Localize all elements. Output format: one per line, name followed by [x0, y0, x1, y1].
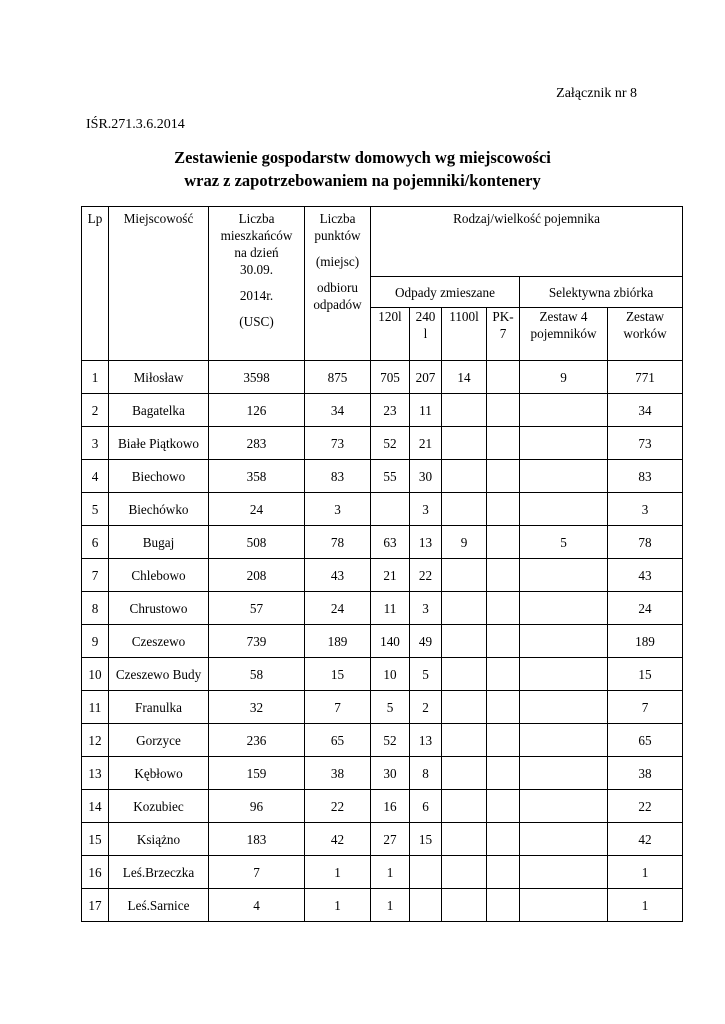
cell-120l: 55	[371, 460, 410, 493]
header-zestaw4-line: pojemników	[530, 326, 597, 341]
cell-120l: 705	[371, 361, 410, 394]
header-240l-line: l	[423, 326, 428, 341]
cell-miejscowosc: Chrustowo	[109, 592, 209, 625]
cell-miejscowosc: Czeszewo	[109, 625, 209, 658]
cell-punkty: 65	[305, 724, 371, 757]
cell-lp: 17	[82, 889, 109, 922]
table-body	[82, 361, 683, 922]
header-spacer	[209, 278, 304, 287]
cell-mieszkancy: 236	[209, 724, 305, 757]
table-row	[82, 592, 683, 625]
cell-zestaw-workow: 1	[608, 856, 683, 889]
cell-120l: 1	[371, 889, 410, 922]
cell-punkty: 3	[305, 493, 371, 526]
cell-zestaw-workow: 42	[608, 823, 683, 856]
cell-miejscowosc: Białe Piątkowo	[109, 427, 209, 460]
cell-zestaw4	[520, 394, 608, 427]
cell-120l: 1	[371, 856, 410, 889]
cell-punkty: 38	[305, 757, 371, 790]
cell-1100l: 9	[442, 526, 487, 559]
header-mieszk-line: mieszkańców	[220, 228, 293, 243]
cell-120l: 11	[371, 592, 410, 625]
cell-miejscowosc: Kozubiec	[109, 790, 209, 823]
cell-120l: 5	[371, 691, 410, 724]
cell-120l: 52	[371, 427, 410, 460]
cell-lp: 16	[82, 856, 109, 889]
cell-lp: 12	[82, 724, 109, 757]
cell-punkty: 189	[305, 625, 371, 658]
cell-mieszkancy: 4	[209, 889, 305, 922]
cell-zestaw4	[520, 823, 608, 856]
cell-1100l	[442, 394, 487, 427]
cell-zestaw-workow: 1	[608, 889, 683, 922]
header-240l	[410, 308, 442, 361]
cell-zestaw4	[520, 625, 608, 658]
table-row	[82, 757, 683, 790]
cell-zestaw4	[520, 889, 608, 922]
header-zestaw4	[520, 308, 608, 361]
table-row	[82, 889, 683, 922]
cell-zestaw-workow: 3	[608, 493, 683, 526]
header-punkty-line: odpadów	[313, 297, 362, 312]
cell-miejscowosc: Biechówko	[109, 493, 209, 526]
cell-240l: 11	[410, 394, 442, 427]
cell-miejscowosc: Bugaj	[109, 526, 209, 559]
cell-1100l	[442, 889, 487, 922]
cell-240l: 5	[410, 658, 442, 691]
cell-240l: 3	[410, 493, 442, 526]
cell-punkty: 15	[305, 658, 371, 691]
cell-120l: 52	[371, 724, 410, 757]
cell-miejscowosc: Franulka	[109, 691, 209, 724]
header-punkty-line: punktów	[314, 228, 361, 243]
cell-pk7	[487, 889, 520, 922]
cell-punkty: 1	[305, 856, 371, 889]
header-punkty-line: Liczba	[319, 211, 356, 226]
cell-mieszkancy: 739	[209, 625, 305, 658]
cell-punkty: 34	[305, 394, 371, 427]
header-mieszk-line: 2014r.	[239, 288, 274, 303]
cell-zestaw4	[520, 724, 608, 757]
header-liczba-punktow	[305, 207, 371, 361]
header-spacer	[209, 304, 304, 313]
cell-lp: 1	[82, 361, 109, 394]
cell-pk7	[487, 559, 520, 592]
cell-120l: 21	[371, 559, 410, 592]
cell-punkty: 22	[305, 790, 371, 823]
cell-1100l	[442, 427, 487, 460]
cell-pk7	[487, 592, 520, 625]
cell-1100l	[442, 460, 487, 493]
cell-punkty: 73	[305, 427, 371, 460]
cell-lp: 14	[82, 790, 109, 823]
cell-120l: 16	[371, 790, 410, 823]
cell-pk7	[487, 691, 520, 724]
cell-miejscowosc: Książno	[109, 823, 209, 856]
table-row	[82, 361, 683, 394]
cell-lp: 8	[82, 592, 109, 625]
cell-lp: 10	[82, 658, 109, 691]
table-row	[82, 790, 683, 823]
cell-1100l	[442, 724, 487, 757]
cell-120l: 63	[371, 526, 410, 559]
cell-zestaw-workow: 771	[608, 361, 683, 394]
header-punkty-line: (miejsc)	[315, 254, 360, 269]
cell-zestaw4	[520, 592, 608, 625]
cell-zestaw-workow: 15	[608, 658, 683, 691]
cell-miejscowosc: Chlebowo	[109, 559, 209, 592]
header-mieszk-line: Liczba	[238, 211, 275, 226]
cell-240l: 49	[410, 625, 442, 658]
cell-240l: 21	[410, 427, 442, 460]
table-row	[82, 493, 683, 526]
cell-mieszkancy: 283	[209, 427, 305, 460]
cell-zestaw4	[520, 691, 608, 724]
cell-zestaw-workow: 22	[608, 790, 683, 823]
cell-zestaw-workow: 83	[608, 460, 683, 493]
cell-1100l	[442, 757, 487, 790]
cell-mieszkancy: 96	[209, 790, 305, 823]
cell-mieszkancy: 183	[209, 823, 305, 856]
cell-120l: 30	[371, 757, 410, 790]
table-row	[82, 856, 683, 889]
header-worki-line: Zestaw	[625, 309, 665, 324]
table-row	[82, 658, 683, 691]
document-title-line1: Zestawienie gospodarstw domowych wg miejscowości	[174, 148, 551, 167]
header-punkty-line: odbioru	[316, 280, 359, 295]
header-mieszk-line: 30.09.	[240, 262, 273, 277]
cell-pk7	[487, 394, 520, 427]
cell-zestaw4	[520, 427, 608, 460]
header-selektywna-zbiorka: Selektywna zbiórka	[520, 277, 683, 308]
cell-240l: 22	[410, 559, 442, 592]
table-row	[82, 460, 683, 493]
cell-punkty: 78	[305, 526, 371, 559]
cell-miejscowosc: Bagatelka	[109, 394, 209, 427]
cell-1100l	[442, 856, 487, 889]
header-miejscowosc: Miejscowość	[109, 207, 209, 361]
table-row	[82, 823, 683, 856]
cell-240l	[410, 889, 442, 922]
cell-punkty: 43	[305, 559, 371, 592]
cell-240l: 2	[410, 691, 442, 724]
cell-lp: 4	[82, 460, 109, 493]
cell-lp: 2	[82, 394, 109, 427]
cell-240l: 13	[410, 724, 442, 757]
cell-punkty: 1	[305, 889, 371, 922]
header-mieszk-line: (USC)	[239, 314, 274, 329]
header-240l-line: 240	[415, 309, 436, 324]
header-liczba-mieszkancow	[209, 207, 305, 361]
cell-zestaw-workow: 34	[608, 394, 683, 427]
cell-lp: 15	[82, 823, 109, 856]
table-row	[82, 394, 683, 427]
cell-mieszkancy: 58	[209, 658, 305, 691]
cell-240l: 3	[410, 592, 442, 625]
cell-lp: 6	[82, 526, 109, 559]
cell-1100l	[442, 790, 487, 823]
cell-mieszkancy: 7	[209, 856, 305, 889]
cell-lp: 5	[82, 493, 109, 526]
cell-pk7	[487, 361, 520, 394]
cell-pk7	[487, 757, 520, 790]
cell-mieszkancy: 126	[209, 394, 305, 427]
cell-240l: 13	[410, 526, 442, 559]
header-rodzaj-pojemnika: Rodzaj/wielkość pojemnika	[371, 207, 683, 277]
cell-lp: 3	[82, 427, 109, 460]
cell-zestaw-workow: 7	[608, 691, 683, 724]
cell-zestaw-workow: 78	[608, 526, 683, 559]
cell-zestaw-workow: 73	[608, 427, 683, 460]
cell-pk7	[487, 493, 520, 526]
cell-pk7	[487, 460, 520, 493]
cell-zestaw4	[520, 559, 608, 592]
document-title-line2: wraz z zapotrzebowaniem na pojemniki/kontenery	[184, 171, 541, 190]
cell-zestaw4	[520, 460, 608, 493]
cell-zestaw4	[520, 856, 608, 889]
cell-mieszkancy: 508	[209, 526, 305, 559]
header-spacer	[305, 244, 370, 253]
cell-punkty: 7	[305, 691, 371, 724]
header-mieszk-line: na dzień	[234, 245, 279, 260]
cell-1100l	[442, 823, 487, 856]
cell-240l: 207	[410, 361, 442, 394]
cell-pk7	[487, 427, 520, 460]
cell-miejscowosc: Miłosław	[109, 361, 209, 394]
header-odpady-zmieszane: Odpady zmieszane	[371, 277, 520, 308]
cell-punkty: 42	[305, 823, 371, 856]
cell-120l	[371, 493, 410, 526]
header-spacer	[305, 270, 370, 279]
cell-120l: 140	[371, 625, 410, 658]
cell-zestaw4: 9	[520, 361, 608, 394]
cell-240l	[410, 856, 442, 889]
cell-miejscowosc: Biechowo	[109, 460, 209, 493]
cell-1100l	[442, 691, 487, 724]
cell-1100l	[442, 658, 487, 691]
cell-miejscowosc: Leś.Sarnice	[109, 889, 209, 922]
annex-label: Załącznik nr 8	[556, 86, 637, 101]
cell-lp: 9	[82, 625, 109, 658]
cell-mieszkancy: 32	[209, 691, 305, 724]
header-120l: 120l	[371, 308, 410, 361]
cell-pk7	[487, 790, 520, 823]
cell-mieszkancy: 159	[209, 757, 305, 790]
cell-pk7	[487, 823, 520, 856]
header-zestaw-workow	[608, 308, 683, 361]
cell-mieszkancy: 208	[209, 559, 305, 592]
table-row	[82, 526, 683, 559]
cell-pk7	[487, 658, 520, 691]
cell-240l: 8	[410, 757, 442, 790]
cell-240l: 15	[410, 823, 442, 856]
cell-1100l	[442, 625, 487, 658]
table-row	[82, 559, 683, 592]
header-pk7-line: PK-	[492, 309, 514, 324]
cell-pk7	[487, 856, 520, 889]
cell-zestaw-workow: 24	[608, 592, 683, 625]
cell-zestaw-workow: 65	[608, 724, 683, 757]
households-table	[81, 206, 683, 922]
cell-miejscowosc: Kębłowo	[109, 757, 209, 790]
cell-240l: 6	[410, 790, 442, 823]
cell-pk7	[487, 724, 520, 757]
cell-zestaw4: 5	[520, 526, 608, 559]
header-pk7-line: 7	[499, 326, 507, 341]
cell-zestaw-workow: 189	[608, 625, 683, 658]
cell-zestaw-workow: 43	[608, 559, 683, 592]
cell-punkty: 875	[305, 361, 371, 394]
cell-miejscowosc: Leś.Brzeczka	[109, 856, 209, 889]
table-row	[82, 724, 683, 757]
cell-pk7	[487, 526, 520, 559]
cell-zestaw-workow: 38	[608, 757, 683, 790]
cell-1100l	[442, 559, 487, 592]
header-zestaw4-line: Zestaw 4	[539, 309, 588, 324]
cell-miejscowosc: Czeszewo Budy	[109, 658, 209, 691]
cell-miejscowosc: Gorzyce	[109, 724, 209, 757]
cell-zestaw4	[520, 658, 608, 691]
cell-mieszkancy: 57	[209, 592, 305, 625]
cell-120l: 10	[371, 658, 410, 691]
cell-240l: 30	[410, 460, 442, 493]
table-row	[82, 691, 683, 724]
cell-zestaw4	[520, 493, 608, 526]
header-pk7	[487, 308, 520, 361]
cell-mieszkancy: 24	[209, 493, 305, 526]
cell-1100l: 14	[442, 361, 487, 394]
table-row	[82, 427, 683, 460]
cell-lp: 13	[82, 757, 109, 790]
cell-1100l	[442, 592, 487, 625]
cell-zestaw4	[520, 790, 608, 823]
header-worki-line: worków	[623, 326, 667, 341]
cell-mieszkancy: 3598	[209, 361, 305, 394]
cell-120l: 23	[371, 394, 410, 427]
cell-pk7	[487, 625, 520, 658]
cell-mieszkancy: 358	[209, 460, 305, 493]
cell-punkty: 24	[305, 592, 371, 625]
table-row	[82, 625, 683, 658]
document-reference: IŚR.271.3.6.2014	[86, 117, 185, 132]
cell-lp: 7	[82, 559, 109, 592]
cell-120l: 27	[371, 823, 410, 856]
header-1100l: 1100l	[442, 308, 487, 361]
cell-zestaw4	[520, 757, 608, 790]
cell-1100l	[442, 493, 487, 526]
cell-lp: 11	[82, 691, 109, 724]
header-lp: Lp	[82, 207, 109, 361]
cell-punkty: 83	[305, 460, 371, 493]
